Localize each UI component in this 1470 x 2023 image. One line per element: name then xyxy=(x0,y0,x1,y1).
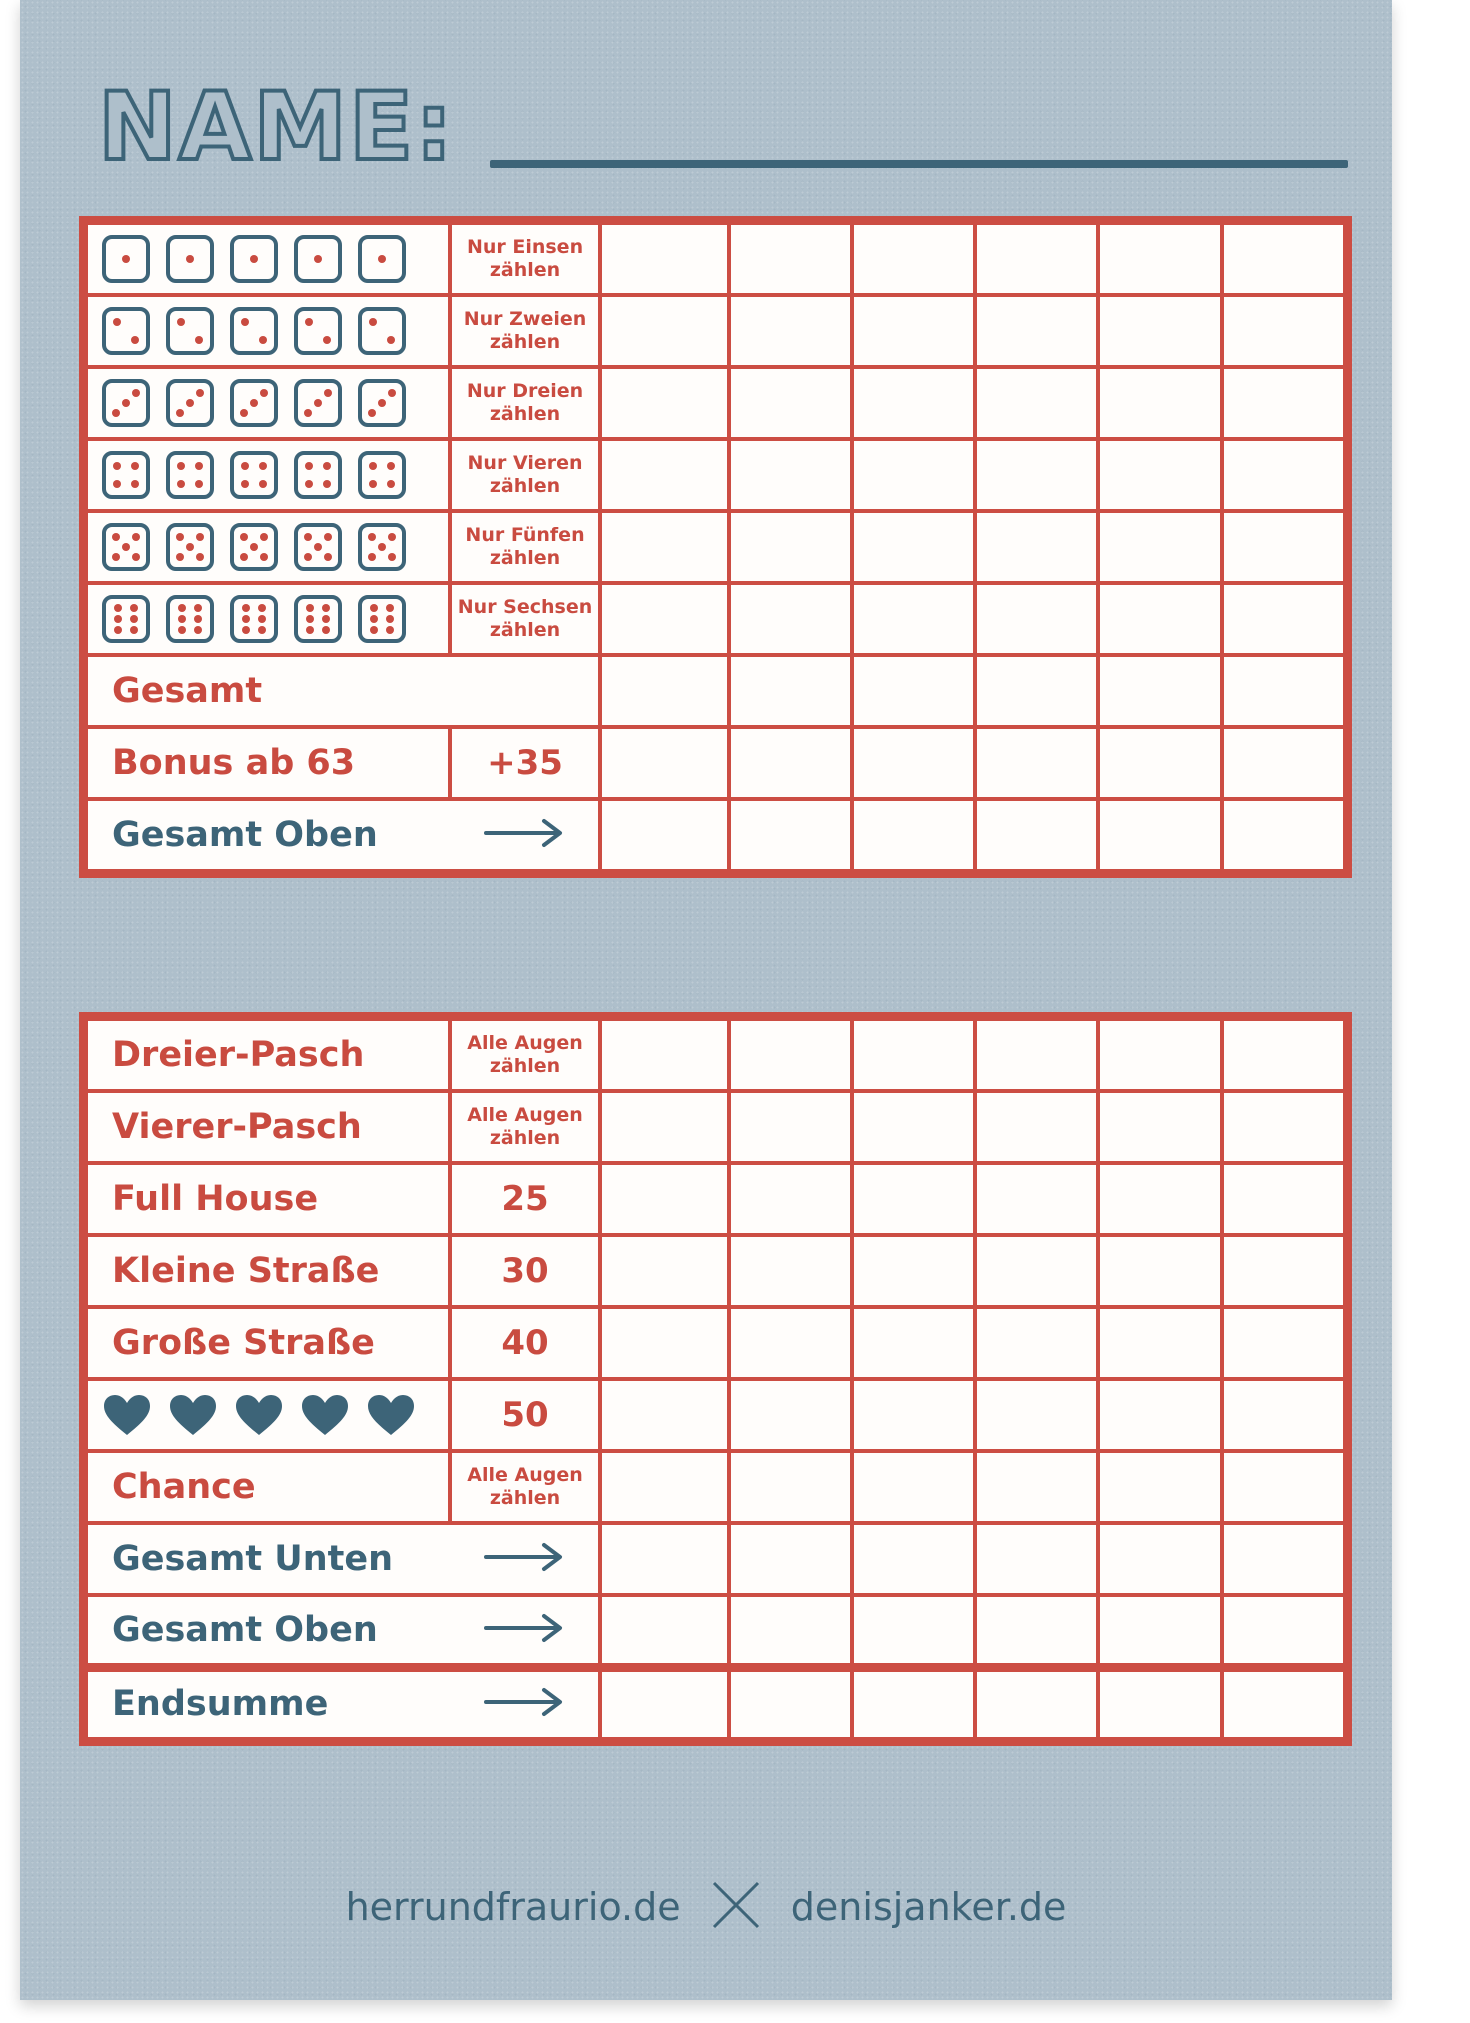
heart-icon xyxy=(234,1393,284,1437)
row-description: Alle Augen zählen xyxy=(450,1091,601,1163)
table-row xyxy=(86,295,1345,367)
row-description: Nur Einsen zählen xyxy=(450,223,601,295)
score-cell[interactable] xyxy=(729,1091,852,1163)
score-cell[interactable] xyxy=(1222,1379,1345,1451)
score-cell[interactable] xyxy=(852,439,975,511)
score-cell[interactable] xyxy=(975,583,1098,655)
score-cell[interactable] xyxy=(1098,1379,1221,1451)
cross-icon xyxy=(711,1880,761,1939)
score-cell[interactable] xyxy=(600,1307,728,1379)
dice-cell xyxy=(86,511,450,583)
score-cell[interactable] xyxy=(1222,1595,1345,1667)
row-label: Große Straße xyxy=(86,1307,450,1379)
dice-2-icon xyxy=(102,307,150,355)
score-cell[interactable] xyxy=(975,367,1098,439)
score-cell[interactable] xyxy=(975,799,1098,871)
dice-3-icon xyxy=(102,379,150,427)
score-cell[interactable] xyxy=(1098,583,1221,655)
score-cell[interactable] xyxy=(975,1451,1098,1523)
table-row xyxy=(86,1667,1345,1739)
score-cell[interactable] xyxy=(600,1019,728,1091)
score-cell[interactable] xyxy=(600,1379,728,1451)
score-cell[interactable] xyxy=(975,1235,1098,1307)
dice-2-icon xyxy=(230,307,278,355)
score-cell[interactable] xyxy=(1098,1235,1221,1307)
dice-6-icon xyxy=(230,595,278,643)
hearts-cell xyxy=(86,1379,450,1451)
score-cell[interactable] xyxy=(1098,799,1221,871)
row-description: Nur Fünfen zählen xyxy=(450,511,601,583)
row-value: 40 xyxy=(450,1307,601,1379)
table-row xyxy=(86,1163,1345,1235)
score-cell[interactable] xyxy=(600,295,728,367)
table-row xyxy=(86,799,1345,871)
row-description: Nur Dreien zählen xyxy=(450,367,601,439)
score-cell[interactable] xyxy=(600,583,728,655)
score-cell[interactable] xyxy=(729,799,852,871)
row-value: 50 xyxy=(450,1379,601,1451)
dice-3-icon xyxy=(358,379,406,427)
score-cell[interactable] xyxy=(852,655,975,727)
row-value: +35 xyxy=(450,727,601,799)
row-label: Chance xyxy=(86,1451,450,1523)
score-cell[interactable] xyxy=(600,511,728,583)
score-cell[interactable] xyxy=(729,367,852,439)
row-label: Gesamt Oben xyxy=(86,799,450,871)
score-cell[interactable] xyxy=(852,1019,975,1091)
score-cell[interactable] xyxy=(729,1163,852,1235)
score-cell[interactable] xyxy=(729,1307,852,1379)
score-cell[interactable] xyxy=(975,1667,1098,1739)
score-cell[interactable] xyxy=(852,223,975,295)
score-cell[interactable] xyxy=(600,1091,728,1163)
dice-cell xyxy=(86,583,450,655)
table-row xyxy=(86,1451,1345,1523)
score-cell[interactable] xyxy=(1098,1307,1221,1379)
dice-6-icon xyxy=(358,595,406,643)
score-cell[interactable] xyxy=(1098,367,1221,439)
score-cell[interactable] xyxy=(1222,655,1345,727)
table-row xyxy=(86,1091,1345,1163)
table-row xyxy=(86,511,1345,583)
name-row xyxy=(98,73,1348,182)
score-cell[interactable] xyxy=(729,295,852,367)
dice-cell xyxy=(86,295,450,367)
row-label: Dreier-Pasch xyxy=(86,1019,450,1091)
dice-1-icon xyxy=(294,235,342,283)
score-cell[interactable] xyxy=(852,1091,975,1163)
score-cell[interactable] xyxy=(600,727,728,799)
table-row xyxy=(86,439,1345,511)
dice-4-icon xyxy=(358,451,406,499)
dice-cell xyxy=(86,223,450,295)
row-description: Alle Augen zählen xyxy=(450,1451,601,1523)
score-cell[interactable] xyxy=(852,1235,975,1307)
score-cell[interactable] xyxy=(729,1379,852,1451)
heart-icon xyxy=(102,1393,152,1437)
score-cell[interactable] xyxy=(975,511,1098,583)
score-cell[interactable] xyxy=(729,583,852,655)
score-cell[interactable] xyxy=(1222,439,1345,511)
footer-link-left[interactable]: herrundfraurio.de xyxy=(345,1885,681,1929)
score-cell[interactable] xyxy=(729,655,852,727)
row-description: Nur Zweien zählen xyxy=(450,295,601,367)
table-row xyxy=(86,367,1345,439)
score-cell[interactable] xyxy=(729,1451,852,1523)
heart-icon xyxy=(366,1393,416,1437)
name-label: NAME: xyxy=(98,73,455,182)
score-cell[interactable] xyxy=(975,1379,1098,1451)
score-cell[interactable] xyxy=(600,1667,728,1739)
score-cell[interactable] xyxy=(1098,511,1221,583)
dice-cell xyxy=(86,439,450,511)
score-cell[interactable] xyxy=(1222,1667,1345,1739)
table-row xyxy=(86,1379,1345,1451)
score-cell[interactable] xyxy=(729,511,852,583)
row-description: Nur Vieren zählen xyxy=(450,439,601,511)
score-cell[interactable] xyxy=(975,439,1098,511)
score-cell[interactable] xyxy=(729,223,852,295)
score-cell[interactable] xyxy=(852,1307,975,1379)
score-cell[interactable] xyxy=(1222,223,1345,295)
score-cell[interactable] xyxy=(852,1379,975,1451)
score-cell[interactable] xyxy=(1222,511,1345,583)
score-cell[interactable] xyxy=(852,1163,975,1235)
score-cell[interactable] xyxy=(600,1451,728,1523)
score-cell[interactable] xyxy=(1222,727,1345,799)
score-cell[interactable] xyxy=(852,511,975,583)
row-description: Alle Augen zählen xyxy=(450,1019,601,1091)
score-cell[interactable] xyxy=(1098,1667,1221,1739)
score-cell[interactable] xyxy=(1098,1523,1221,1595)
score-cell[interactable] xyxy=(1098,727,1221,799)
score-cell[interactable] xyxy=(975,1595,1098,1667)
score-cell[interactable] xyxy=(600,1235,728,1307)
score-cell[interactable] xyxy=(975,1523,1098,1595)
dice-6-icon xyxy=(166,595,214,643)
score-cell[interactable] xyxy=(1222,367,1345,439)
row-label: Full House xyxy=(86,1163,450,1235)
dice-4-icon xyxy=(294,451,342,499)
row-value: 30 xyxy=(450,1235,601,1307)
score-cell[interactable] xyxy=(1098,439,1221,511)
score-cell[interactable] xyxy=(729,1523,852,1595)
score-cell[interactable] xyxy=(852,367,975,439)
dice-1-icon xyxy=(358,235,406,283)
dice-1-icon xyxy=(166,235,214,283)
dice-5-icon xyxy=(294,523,342,571)
score-cell[interactable] xyxy=(729,1235,852,1307)
upper-section-table xyxy=(84,221,1347,873)
row-label: Endsumme xyxy=(86,1667,450,1739)
dice-6-icon xyxy=(294,595,342,643)
score-cell[interactable] xyxy=(1098,223,1221,295)
score-cell[interactable] xyxy=(975,1307,1098,1379)
score-cell[interactable] xyxy=(1098,1595,1221,1667)
score-cell[interactable] xyxy=(1222,1091,1345,1163)
table-row xyxy=(86,727,1345,799)
score-cell[interactable] xyxy=(1222,1451,1345,1523)
score-cell[interactable] xyxy=(1222,799,1345,871)
score-cell[interactable] xyxy=(600,799,728,871)
score-cell[interactable] xyxy=(852,1451,975,1523)
score-cell[interactable] xyxy=(600,1595,728,1667)
score-cell[interactable] xyxy=(1222,1523,1345,1595)
lower-section-table xyxy=(84,1017,1347,1741)
dice-3-icon xyxy=(294,379,342,427)
score-cell[interactable] xyxy=(1222,295,1345,367)
dice-2-icon xyxy=(358,307,406,355)
score-cell[interactable] xyxy=(600,655,728,727)
score-cell[interactable] xyxy=(600,1523,728,1595)
table-row xyxy=(86,1019,1345,1091)
score-cell[interactable] xyxy=(1098,1163,1221,1235)
score-cell[interactable] xyxy=(1222,1019,1345,1091)
score-cell[interactable] xyxy=(600,367,728,439)
score-cell[interactable] xyxy=(852,799,975,871)
score-cell[interactable] xyxy=(1222,1163,1345,1235)
name-field-line[interactable] xyxy=(490,160,1348,168)
score-cell[interactable] xyxy=(600,1163,728,1235)
heart-icon xyxy=(300,1393,350,1437)
row-label: Gesamt Oben xyxy=(86,1595,450,1667)
table-row xyxy=(86,655,1345,727)
arrow-right-icon xyxy=(450,1667,601,1739)
score-cell[interactable] xyxy=(729,1019,852,1091)
table-row xyxy=(86,1235,1345,1307)
row-label: Kleine Straße xyxy=(86,1235,450,1307)
dice-2-icon xyxy=(166,307,214,355)
score-cell[interactable] xyxy=(975,295,1098,367)
table-row xyxy=(86,1523,1345,1595)
score-card xyxy=(20,0,1392,2000)
dice-4-icon xyxy=(230,451,278,499)
dice-6-icon xyxy=(102,595,150,643)
score-cell[interactable] xyxy=(1098,295,1221,367)
row-value: 25 xyxy=(450,1163,601,1235)
table-row xyxy=(86,1307,1345,1379)
dice-cell xyxy=(86,367,450,439)
row-label: Bonus ab 63 xyxy=(86,727,450,799)
score-cell[interactable] xyxy=(1098,1091,1221,1163)
score-cell[interactable] xyxy=(729,727,852,799)
row-label: Gesamt xyxy=(86,655,600,727)
footer-link-right[interactable]: denisjanker.de xyxy=(790,1885,1067,1929)
score-cell[interactable] xyxy=(975,1019,1098,1091)
dice-5-icon xyxy=(166,523,214,571)
dice-1-icon xyxy=(230,235,278,283)
score-cell[interactable] xyxy=(975,223,1098,295)
score-cell[interactable] xyxy=(852,1595,975,1667)
score-cell[interactable] xyxy=(600,439,728,511)
dice-4-icon xyxy=(166,451,214,499)
score-cell[interactable] xyxy=(852,295,975,367)
score-cell[interactable] xyxy=(1222,583,1345,655)
arrow-right-icon xyxy=(450,799,601,871)
score-cell[interactable] xyxy=(852,1523,975,1595)
score-cell[interactable] xyxy=(852,727,975,799)
score-cell[interactable] xyxy=(1098,1019,1221,1091)
arrow-right-icon xyxy=(450,1595,601,1667)
score-cell[interactable] xyxy=(1222,1235,1345,1307)
score-cell[interactable] xyxy=(729,1667,852,1739)
score-cell[interactable] xyxy=(975,655,1098,727)
row-label: Vierer-Pasch xyxy=(86,1091,450,1163)
dice-1-icon xyxy=(102,235,150,283)
dice-5-icon xyxy=(230,523,278,571)
dice-3-icon xyxy=(230,379,278,427)
score-cell[interactable] xyxy=(975,1091,1098,1163)
table-row xyxy=(86,583,1345,655)
heart-icon xyxy=(168,1393,218,1437)
score-cell[interactable] xyxy=(852,1667,975,1739)
score-cell[interactable] xyxy=(852,583,975,655)
score-cell[interactable] xyxy=(729,439,852,511)
arrow-right-icon xyxy=(450,1523,601,1595)
dice-2-icon xyxy=(294,307,342,355)
dice-3-icon xyxy=(166,379,214,427)
score-cell[interactable] xyxy=(1098,1451,1221,1523)
score-cell[interactable] xyxy=(1222,1307,1345,1379)
footer-credits xyxy=(20,1880,1392,1939)
dice-5-icon xyxy=(102,523,150,571)
row-description: Nur Sechsen zählen xyxy=(450,583,601,655)
row-label: Gesamt Unten xyxy=(86,1523,450,1595)
table-row xyxy=(86,223,1345,295)
dice-5-icon xyxy=(358,523,406,571)
score-cell[interactable] xyxy=(975,727,1098,799)
score-cell[interactable] xyxy=(975,1163,1098,1235)
score-cell[interactable] xyxy=(600,223,728,295)
table-row xyxy=(86,1595,1345,1667)
dice-4-icon xyxy=(102,451,150,499)
score-cell[interactable] xyxy=(1098,655,1221,727)
score-cell[interactable] xyxy=(729,1595,852,1667)
